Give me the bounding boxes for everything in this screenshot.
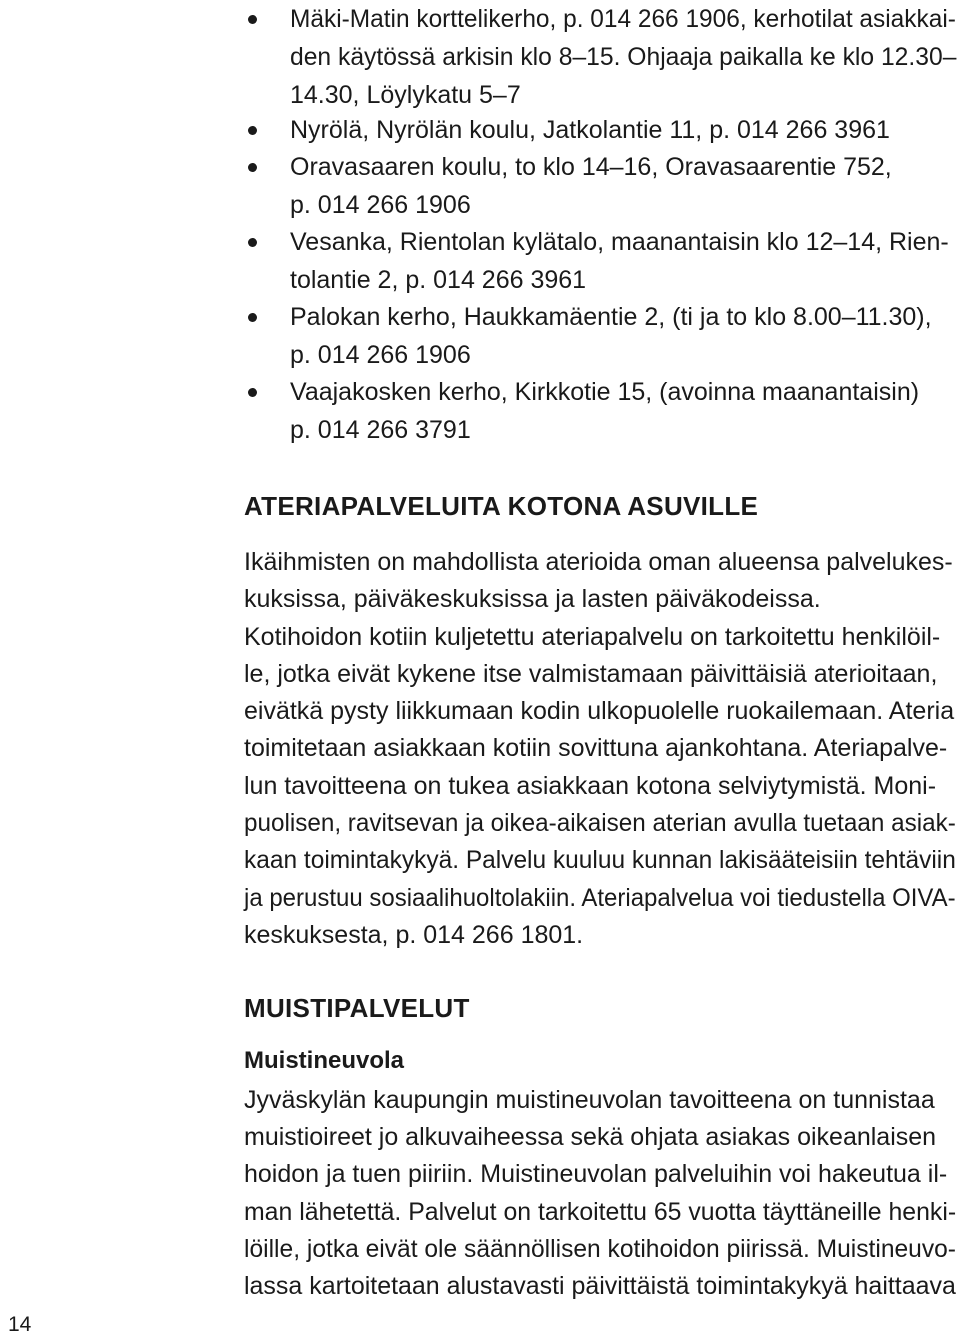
paragraph-line: kuksissa, päiväkeskuksissa ja lasten päiväkodeissa. bbox=[244, 585, 821, 613]
paragraph-line: puolisen, ravitsevan ja oikea-aikaisen aterian avulla tuetaan asiak- bbox=[244, 809, 956, 837]
bullet-icon bbox=[248, 126, 257, 135]
paragraph-line: Jyväskylän kaupungin muistineuvolan tavoitteena on tunnistaa bbox=[244, 1086, 935, 1114]
paragraph-line: Ikäihmisten on mahdollista aterioida oman alueensa palvelukes- bbox=[244, 548, 953, 576]
section-heading-meals: ATERIAPALVELUITA KOTONA ASUVILLE bbox=[244, 491, 759, 521]
list-item-line: Mäki-Matin korttelikerho, p. 014 266 1906, kerhotilat asiakkai- bbox=[290, 5, 956, 33]
list-item-line: p. 014 266 1906 bbox=[290, 191, 471, 219]
paragraph-line: kaan toimintakykyä. Palvelu kuuluu kunnan lakisääteisiin tehtäviin bbox=[244, 846, 956, 874]
paragraph-line: keskuksesta, p. 014 266 1801. bbox=[244, 921, 584, 949]
paragraph-line: löille, jotka eivät ole säännöllisen kotihoidon piirissä. Muistineuvo- bbox=[244, 1235, 956, 1263]
paragraph-line: toimitetaan asiakkaan kotiin sovittuna ajankohtana. Ateriapalve- bbox=[244, 734, 948, 762]
list-item-line: Palokan kerho, Haukkamäentie 2, (ti ja to klo 8.00–11.30), bbox=[290, 303, 932, 331]
paragraph-line: hoidon ja tuen piiriin. Muistineuvolan palveluihin voi hakeutua il- bbox=[244, 1160, 948, 1188]
paragraph-line: lassa kartoitetaan alustavasti päivittäistä toimintakykyä haittaava bbox=[244, 1272, 956, 1300]
list-item-line: p. 014 266 1906 bbox=[290, 341, 471, 369]
bullet-icon bbox=[248, 313, 257, 322]
paragraph-line: eivätkä pysty liikkumaan kodin ulkopuolelle ruokailemaan. Ateria bbox=[244, 697, 955, 725]
list-item-line: den käytössä arkisin klo 8–15. Ohjaaja paikalla ke klo 12.30– bbox=[290, 43, 957, 71]
subheading-memory-clinic: Muistineuvola bbox=[244, 1047, 405, 1074]
paragraph-line: muistioireet jo alkuvaiheessa sekä ohjata asiakas oikeanlaisen bbox=[244, 1123, 937, 1151]
bullet-icon bbox=[248, 388, 257, 397]
paragraph-line: ja perustuu sosiaalihuoltolakiin. Ateriapalvelua voi tiedustella OIVA- bbox=[244, 884, 956, 912]
section-heading-memory: MUISTIPALVELUT bbox=[244, 993, 470, 1023]
bullet-icon bbox=[248, 238, 257, 247]
paragraph-line: man lähetettä. Palvelut on tarkoitettu 65 vuotta täyttäneille henki- bbox=[244, 1198, 957, 1226]
list-item-line: p. 014 266 3791 bbox=[290, 416, 471, 444]
paragraph-line: Kotihoidon kotiin kuljetettu ateriapalvelu on tarkoitettu henkilöil- bbox=[244, 623, 941, 651]
list-item-line: Oravasaaren koulu, to klo 14–16, Oravasaarentie 752, bbox=[290, 153, 892, 181]
list-item-line: Nyrölä, Nyrölän koulu, Jatkolantie 11, p. 014 266 3961 bbox=[290, 116, 890, 144]
paragraph-line: le, jotka eivät kykene itse valmistamaan päivittäisiä aterioitaan, bbox=[244, 660, 938, 688]
bullet-icon bbox=[248, 15, 257, 24]
list-item-line: Vaajakosken kerho, Kirkkotie 15, (avoinna maanantaisin) bbox=[290, 378, 920, 406]
paragraph-line: lun tavoitteena on tukea asiakkaan kotona selviytymistä. Moni- bbox=[244, 772, 937, 800]
list-item-line: 14.30, Löylykatu 5–7 bbox=[290, 81, 521, 109]
page-number: 14 bbox=[8, 1313, 32, 1336]
list-item-line: tolantie 2, p. 014 266 3961 bbox=[290, 266, 587, 294]
bullet-icon bbox=[248, 163, 257, 172]
list-item-line: Vesanka, Rientolan kylätalo, maanantaisin klo 12–14, Rien- bbox=[290, 228, 949, 256]
